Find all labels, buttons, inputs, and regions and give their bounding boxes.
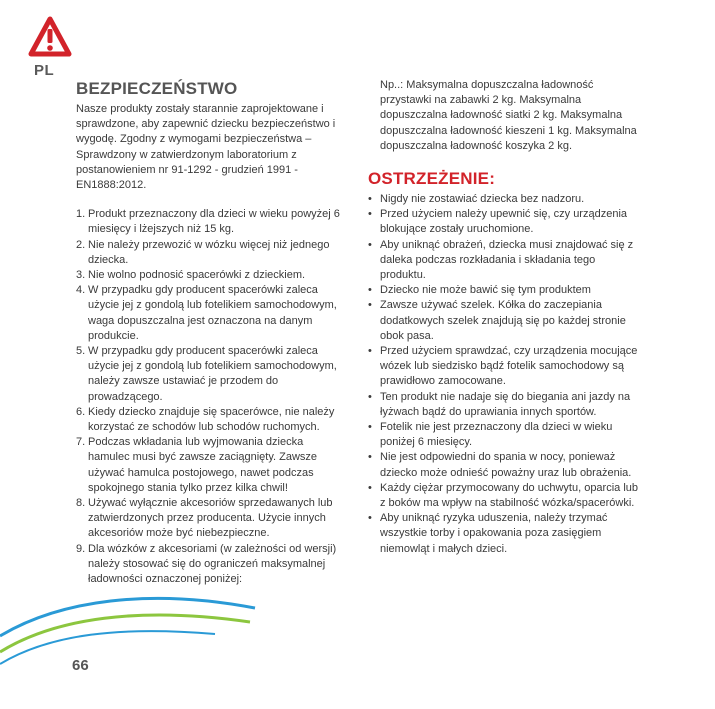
- list-item: 9. Dla wózków z akcesoriami (w zależności od wersji) należy stosować się do ograniczeń maksymalnej ładowności oznaczonej poniżej:: [76, 542, 337, 586]
- intro-paragraph: Nasze produkty zostały starannie zaprojektowane i sprawdzone, aby zapewnić dziecku bezpieczeństwo i wygodę. Zgodny z wymogami bezpieczeństwa – Sprawdzony w zatwierdzonym laboratorium z postanowieniem nr 91-1292 - grudzień 1991 - EN1888:2012.: [76, 103, 336, 192]
- load-limits-paragraph: Np..: Maksymalna dopuszczalna ładowność przystawki na zabawki 2 kg. Maksymalna dopuszczalna ładowność siatki 2 kg. Maksymalna dopuszczalna ładowność kieszeni 1 kg. Maksymalna dopuszczalna ładowność koszyka 2 kg.: [380, 79, 637, 152]
- list-item: • Przed użyciem sprawdzać, czy urządzenia mocujące wózek lub siedzisko bądź fotelik samochodowy są prawidłowo zamocowane.: [368, 345, 638, 388]
- language-label: PL: [34, 62, 55, 79]
- list-item: • Nigdy nie zostawiać dziecka bez nadzoru.: [368, 193, 585, 206]
- warning-triangle-icon: [28, 16, 72, 58]
- list-item: 2. Nie należy przewozić w wózku więcej niż jednego dziecka.: [76, 238, 330, 266]
- list-item: • Aby uniknąć ryzyka uduszenia, należy trzymać wszystkie torby i opakowania poza zasięgiem niemowląt i małych dzieci.: [368, 512, 608, 555]
- list-item: • Fotelik nie jest przeznaczony dla dzieci w wieku poniżej 6 miesięcy.: [368, 421, 613, 449]
- section-title: BEZPIECZEŃSTWO: [76, 79, 238, 98]
- decorative-wave-lines: [0, 560, 260, 709]
- safety-rules-list: [76, 207, 344, 587]
- list-item: 6. Kiedy dziecko znajduje się spacerówce, nie należy korzystać ze schodów lub schodów ruchomych.: [76, 405, 335, 434]
- list-item: • Ten produkt nie nadaje się do biegania ani jazdy na łyżwach bądź do uprawiania innych sportów.: [368, 390, 631, 418]
- list-item: 8. Używać wyłącznie akcesoriów sprzedawanych lub zatwierdzonych przez producenta. Użycie innych akcesoriów może być niebezpieczne.: [76, 497, 333, 540]
- page-number: 66: [72, 657, 89, 674]
- list-item: • Dziecko nie może bawić się tym produktem: [368, 284, 591, 297]
- list-item: 4. W przypadku gdy producent spacerówki zaleca użycie jej z gondolą lub fotelikiem samochodowym, waga dopuszczalna jest oznaczona na danym produkcie.: [76, 284, 337, 342]
- list-item: • Zawsze używać szelek. Kółka do zaczepiania dodatkowych szelek znajdują się po każdej stronie obok pasa.: [368, 299, 626, 342]
- list-item: • Każdy ciężar przymocowany do uchwytu, oparcia lub z boków ma wpływ na stabilność wózka/spacerówki.: [368, 481, 639, 510]
- warnings-list: [368, 192, 640, 557]
- warning-title: OSTRZEŻENIE:: [368, 169, 496, 189]
- list-item: • Przed użyciem należy upewnić się, czy urządzenia blokujące zostały uruchomione.: [368, 208, 628, 236]
- list-item: 5. W przypadku gdy producent spacerówki zaleca użycie jej z gondolą lub fotelikiem samochodowym, należy zawsze ustawiać je przodem do prowadzącego.: [76, 345, 337, 403]
- list-item: 7. Podczas wkładania lub wyjmowania dziecka hamulec musi być zawsze zaciągnięty. Zawsze używać hamulca postojowego, nawet podczas spokojnego stania tylko przez kilka chwil!: [76, 436, 318, 494]
- list-item: • Nie jest odpowiedni do spania w nocy, ponieważ dziecko może odnieść poważny uraz lub obrażenia.: [368, 451, 632, 479]
- right-column: [368, 78, 640, 557]
- list-item: • Aby uniknąć obrażeń, dziecka musi znajdować się z daleka podczas rozkładania i składania tego produktu.: [368, 238, 634, 282]
- left-column: [76, 78, 344, 587]
- list-item: 3. Nie wolno podnosić spacerówki z dzieckiem.: [76, 269, 306, 282]
- list-item: 1. Produkt przeznaczony dla dzieci w wieku powyżej 6 miesięcy i lżejszych niż 15 kg.: [76, 208, 340, 236]
